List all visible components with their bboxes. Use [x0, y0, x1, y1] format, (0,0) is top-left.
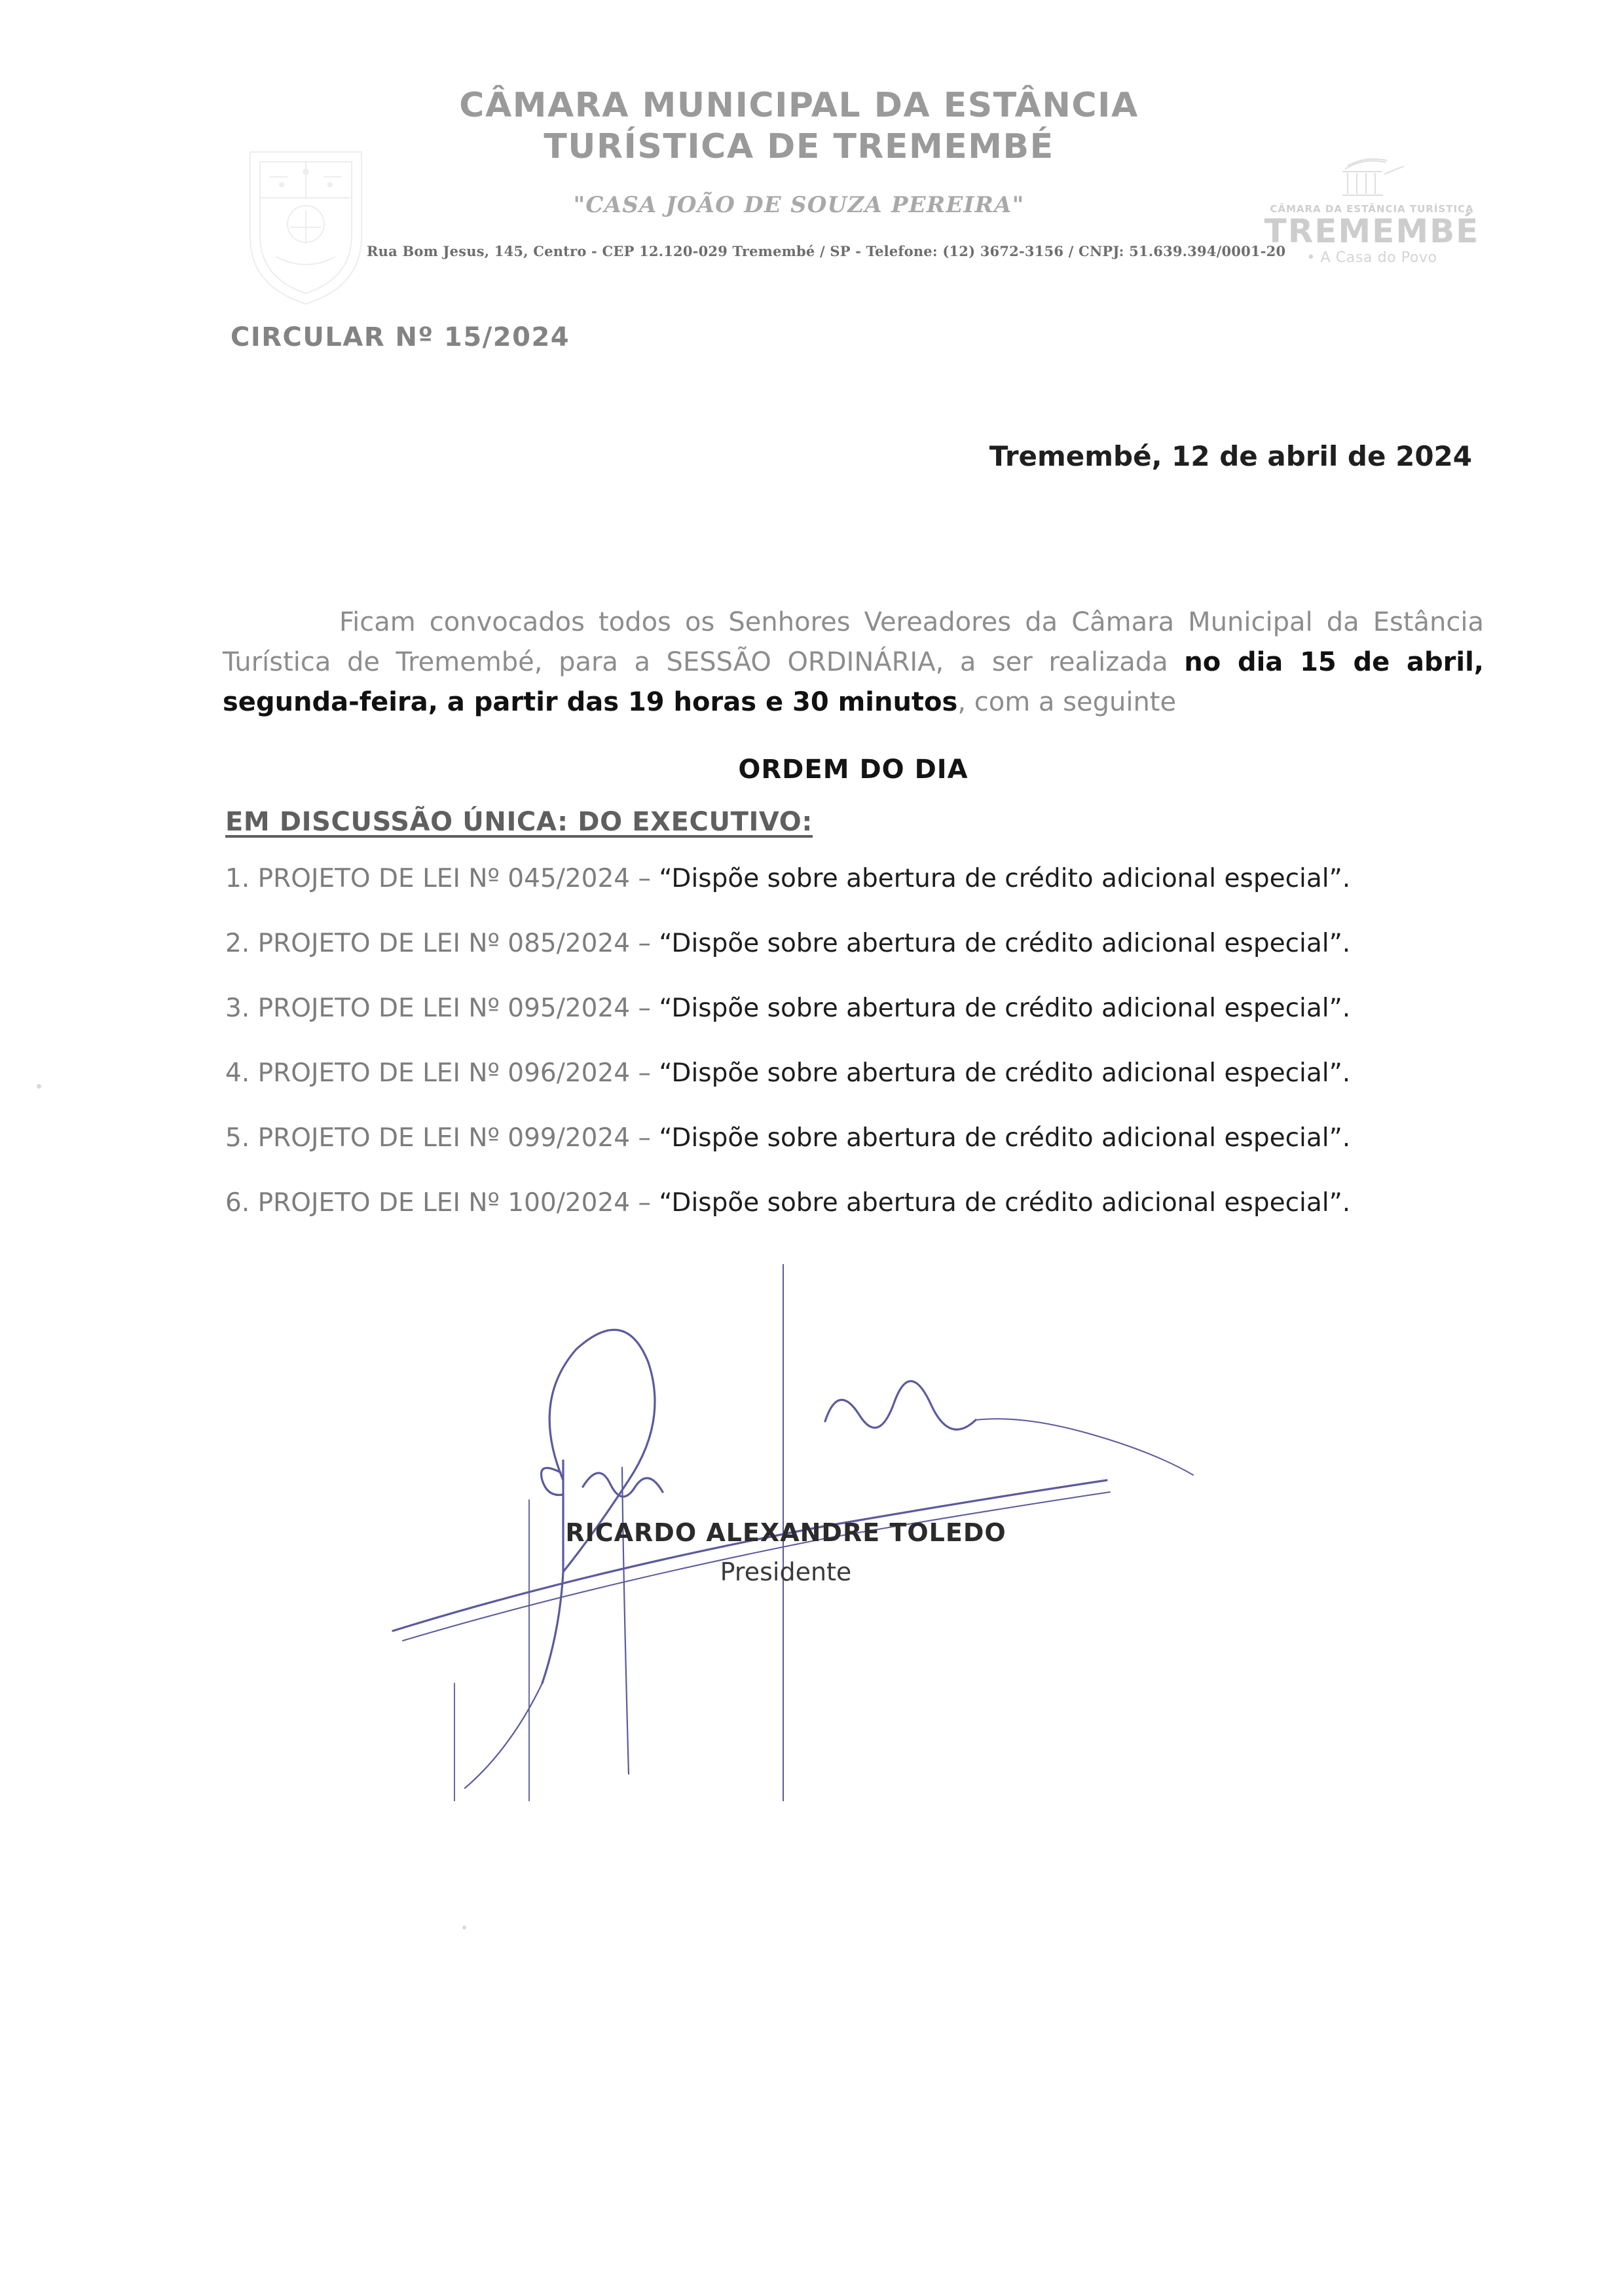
coat-of-arms-icon — [231, 126, 381, 309]
agenda-desc: “Dispõe sobre abertura de crédito adicional especial”. — [659, 929, 1351, 958]
body-paragraph-block — [223, 576, 1484, 748]
brand-kicker: CÂMARA DA ESTÂNCIA TURÍSTICA — [1270, 203, 1474, 215]
ordem-do-dia-heading: ORDEM DO DIA — [738, 755, 969, 785]
list-item — [225, 931, 1489, 956]
agenda-ref: PROJETO DE LEI Nº 100/2024 – — [257, 1188, 652, 1218]
circular-number: CIRCULAR Nº 15/2024 — [231, 322, 570, 352]
agenda-number: 4. — [225, 1058, 250, 1088]
list-item — [225, 996, 1489, 1021]
organization-address: Rua Bom Jesus, 145, Centro - CEP 12.120-029 Tremembé / SP - Telefone: (12) 3672-3156 / CNPJ: 51.639.394/0001-20 — [367, 242, 1286, 259]
organization-subtitle: "CASA JOÃO DE SOUZA PEREIRA" — [573, 191, 1025, 218]
document-header — [0, 63, 1624, 286]
agenda-ref: PROJETO DE LEI Nº 099/2024 – — [257, 1123, 652, 1153]
section-heading-executivo: EM DISCUSSÃO ÚNICA: DO EXECUTIVO: — [225, 807, 813, 837]
brand-tagline: • A Casa do Povo — [1306, 250, 1437, 266]
paragraph-part1: Ficam convocados todos os Senhores Vereadores da Câmara Municipal da Estância Turística de Tremembé, para a SESSÃO ORDINÁRIA, a ser realizada — [223, 607, 1484, 677]
agenda-ref: PROJETO DE LEI Nº 095/2024 – — [257, 994, 652, 1023]
agenda-desc: “Dispõe sobre abertura de crédito adicional especial”. — [659, 1123, 1351, 1153]
agenda-ref: PROJETO DE LEI Nº 045/2024 – — [257, 864, 652, 893]
agenda-ref: PROJETO DE LEI Nº 085/2024 – — [257, 929, 652, 958]
agenda-list — [225, 866, 1489, 1255]
scan-speck — [37, 1084, 41, 1089]
agenda-number: 5. — [225, 1123, 250, 1153]
paragraph-part2: , com a seguinte — [957, 686, 1177, 717]
organization-name-line1: CÂMARA MUNICIPAL DA ESTÂNCIA — [459, 86, 1139, 125]
organization-name-line2: TURÍSTICA DE TREMEMBÉ — [544, 127, 1054, 167]
list-item — [225, 866, 1489, 891]
signatory-role: Presidente — [720, 1558, 852, 1586]
tremembe-brand-logo — [1264, 155, 1480, 266]
list-item — [225, 1125, 1489, 1151]
agenda-desc: “Dispõe sobre abertura de crédito adicional especial”. — [659, 1188, 1351, 1218]
agenda-number: 6. — [225, 1188, 250, 1218]
signatory-name: RICARDO ALEXANDRE TOLEDO — [565, 1518, 1006, 1547]
scan-speck — [462, 1926, 466, 1930]
agenda-number: 2. — [225, 929, 250, 958]
agenda-desc: “Dispõe sobre abertura de crédito adicional especial”. — [659, 864, 1351, 893]
agenda-desc: “Dispõe sobre abertura de crédito adicional especial”. — [659, 1058, 1351, 1088]
agenda-desc: “Dispõe sobre abertura de crédito adicional especial”. — [659, 994, 1351, 1023]
list-item — [225, 1190, 1489, 1216]
brand-name: TREMEMBÉ — [1264, 212, 1480, 250]
agenda-number: 3. — [225, 994, 250, 1023]
tremembe-building-icon — [1336, 155, 1408, 198]
list-item — [225, 1060, 1489, 1086]
header-titles — [367, 63, 1286, 259]
date-line: Tremembé, 12 de abril de 2024 — [989, 440, 1472, 472]
convocation-paragraph — [223, 603, 1484, 722]
agenda-ref: PROJETO DE LEI Nº 096/2024 – — [257, 1058, 652, 1088]
paragraph-bold-datetime: no dia 15 de abril, segunda-feira, a partir das 19 horas e 30 minutos — [223, 646, 1484, 717]
agenda-number: 1. — [225, 864, 250, 893]
